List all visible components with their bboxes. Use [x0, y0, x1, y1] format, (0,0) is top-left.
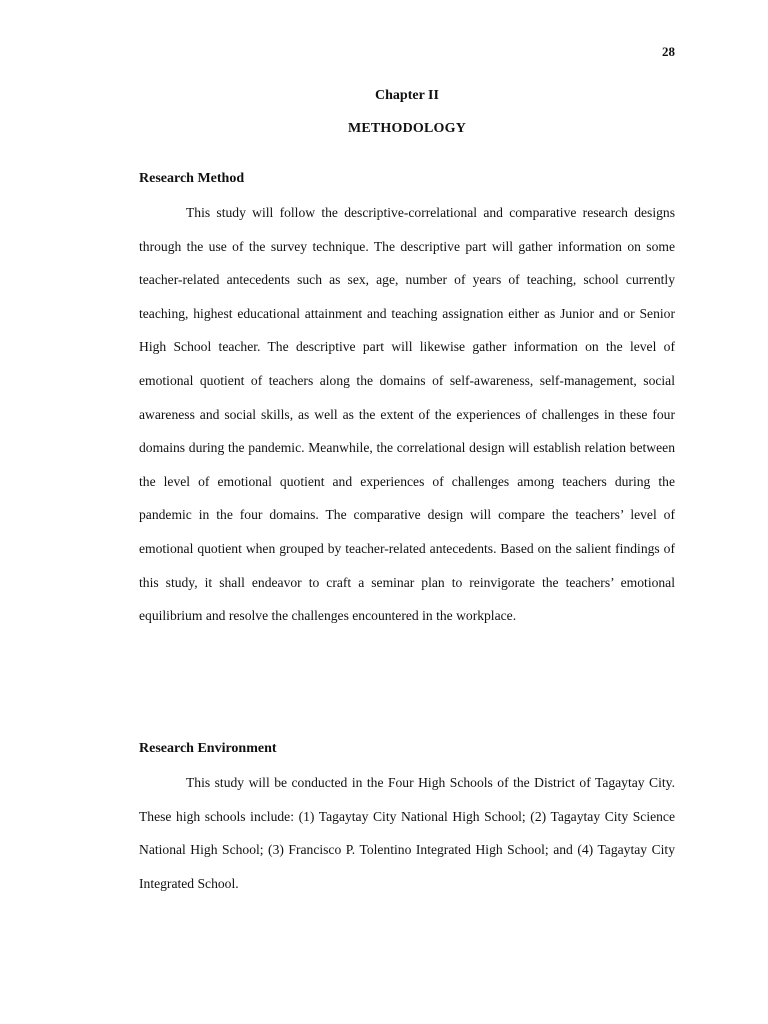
chapter-label: Chapter II — [375, 88, 439, 103]
page-number: 28 — [662, 44, 675, 59]
section-heading-research-method: Research Method — [139, 171, 245, 186]
section-heading-research-environment: Research Environment — [139, 741, 277, 756]
chapter-title: METHODOLOGY — [347, 121, 467, 136]
section-paragraph-research-environment: This study will be conducted in the Four High Schools of the District of Tagaytay City. These high schools include: (1) Tagaytay City National High School; (2) Tagaytay City Science National High School; (3) Francisco P. Tolentino Integrated High School; and (4) Tagaytay City Integrated School. — [139, 775, 675, 891]
section-paragraph-research-method: This study will follow the descriptive-correlational and comparative research designs through the use of the survey technique. The descriptive part will gather information on some teacher-related antecedents such as sex, age, number of years of teaching, school currently teaching, highest educational attainment and teaching assignation either as Junior and or Senior High School teacher. The descriptive part will likewise gather information on the level of emotional quotient of teachers along the domains of self-awareness, self-management, social awareness and social skills, as well as the extent of the experiences of challenges in these four domains during the pandemic. Meanwhile, the correlational design will establish relation between the level of emotional quotient and experiences of challenges among teachers during the pandemic in the four domains. The comparative design will compare the teachers’ level of emotional quotient when grouped by teacher-related antecedents. Based on the salient findings of this study, it shall endeavor to craft a seminar plan to reinvigorate the teachers’ emotional equilibrium and resolve the challenges encountered in the workplace. — [139, 205, 675, 624]
